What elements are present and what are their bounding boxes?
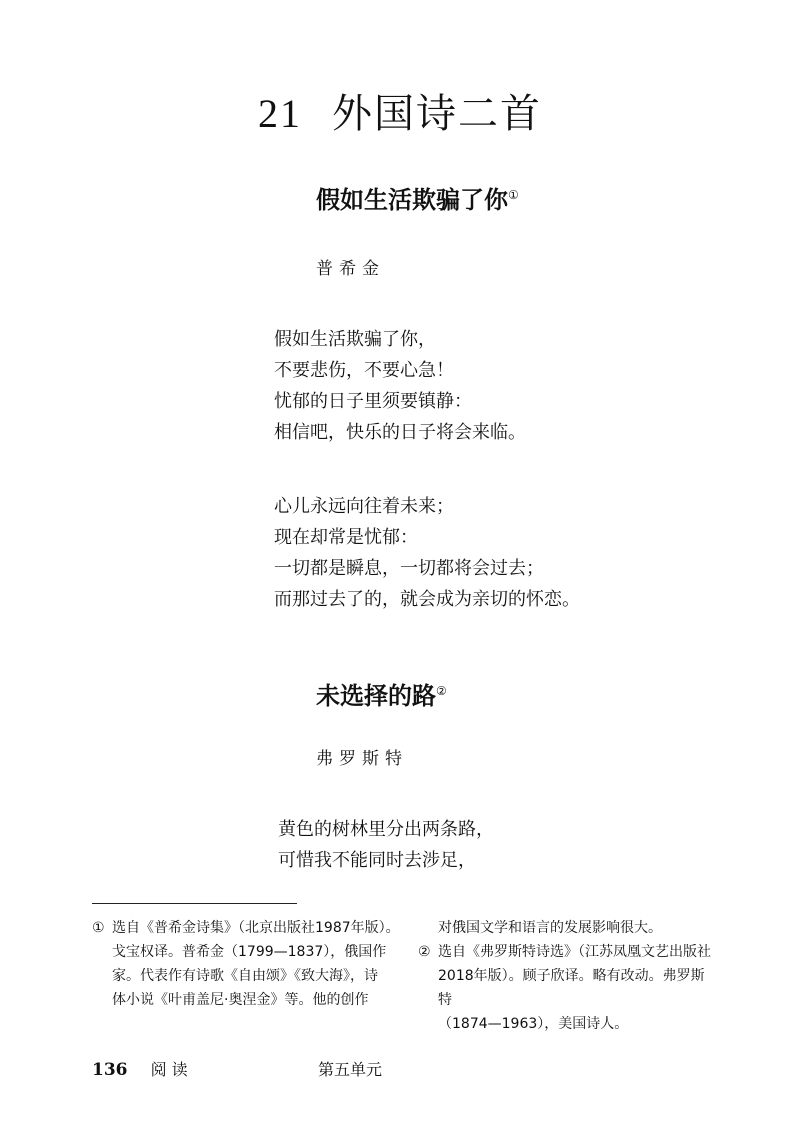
poem-line: 相信吧，快乐的日子将会来临。 [274,422,526,443]
poem-line: 不要悲伤，不要心急！ [274,360,454,381]
lesson-number: 21 [258,91,302,136]
poem-line: 忧郁的日子里须要镇静： [274,391,472,412]
poem2-title-text: 未选择的路 [316,682,436,710]
footnote-1-mark: ① [92,920,105,936]
poem1-stanza-2 [274,491,580,615]
poem-line: 而那过去了的，就会成为亲切的怀恋。 [274,589,580,610]
poem2-author: 弗罗斯特 [316,749,408,769]
poem-line: 一切都是瞬息，一切都将会过去； [274,558,544,579]
footnote-line: 2018年版）。顾子欣译。略有改动。弗罗斯特 [438,968,705,1008]
footnote-line: 家。代表作有诗歌《自由颂》《致大海》，诗 [112,968,378,984]
footnote-line: 对俄国文学和语言的发展影响很大。 [438,920,662,936]
footnote-ref-1[interactable]: ① [508,188,519,202]
footnote-1 [92,916,402,1012]
poem1-author: 普希金 [316,259,385,279]
poem-line: 可惜我不能同时去涉足， [278,850,476,871]
page-number: 136 [92,1060,128,1080]
poem1-title [316,180,519,215]
footnote-2 [418,916,718,1036]
page-footer-left [92,1057,188,1080]
footnote-line: 戈宝权译。普希金（1799—1837），俄国作 [112,944,387,960]
footnote-line: 选自《普希金诗集》（北京出版社1987年版）。 [112,920,400,936]
poem1-stanza-1 [274,324,526,448]
poem2-title [316,676,447,711]
footnote-divider [92,903,297,904]
poem-line: 心儿永远向往着未来； [274,496,454,517]
section-label: 阅 读 [150,1060,188,1079]
poem-line: 黄色的树林里分出两条路， [278,819,494,840]
poem2-stanza-1 [278,814,494,876]
lesson-title [0,82,800,139]
poem-line: 假如生活欺骗了你， [274,329,436,350]
footnote-line: 选自《弗罗斯特诗选》（江苏凤凰文艺出版社 [438,944,711,960]
footnote-line: （1874—1963），美国诗人。 [438,1016,629,1032]
footnote-ref-2[interactable]: ② [436,684,447,698]
footnote-line: 体小说《叶甫盖尼·奥涅金》等。他的创作 [112,992,369,1008]
footnote-2-mark: ② [418,944,431,960]
lesson-title-text: 外国诗二首 [332,91,542,137]
poem1-title-text: 假如生活欺骗了你 [316,186,508,214]
unit-label: 第五单元 [318,1060,383,1079]
poem-line: 现在却常是忧郁： [274,527,418,548]
